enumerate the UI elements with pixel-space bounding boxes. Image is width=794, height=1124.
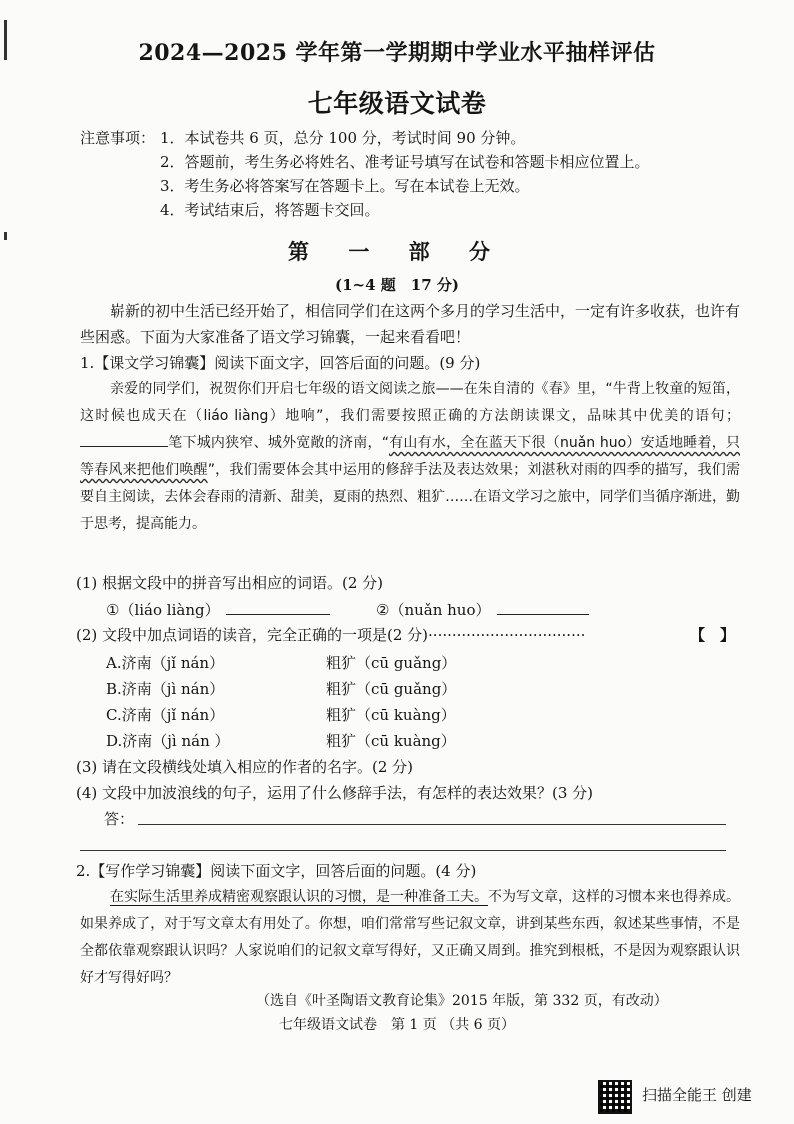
author-blank: [80, 430, 168, 447]
note-item: 3．考生务必将答案写在答题卡上。写在本试卷上无效。: [160, 177, 530, 195]
question-1-passage: 亲爱的同学们，祝贺你们开启七年级的语文阅读之旅——在朱自清的《春》里，“牛背上牧童的短笛，这时候也成天在（liáo liàng）地响”，我们需要按照正确的方法朗读课文，品味其中优美的语句；笔下城内狭窄、城外宽敞的济南，“有山有水，全在蓝天下很（nuǎn huo）安适地睡着，只等春风来把他们唤醒”，我们需要体会其中运用的修辞手法及表达效果；刘湛秋对雨的四季的描写，我们需要自主阅读，去体会春雨的清新、甜美，夏雨的热烈、粗犷……在语文学习之旅中，同学们当循序渐进，勤于思考，提高能力。: [80, 381, 740, 532]
option-c-left: C.济南（jǐ nán）: [106, 706, 225, 724]
option-d-right: 粗犷（cū kuàng）: [326, 732, 456, 750]
passage-source: （选自《叶圣陶语文教育论集》2015 年版，第 332 页，有改动）: [256, 993, 668, 1009]
option-b-right: 粗犷（cū guǎng）: [326, 680, 457, 698]
answer-label: 答：: [104, 810, 135, 828]
exam-title: 2024—2025 学年第一学期期中学业水平抽样评估: [138, 40, 656, 66]
notes-label: 注意事项：: [80, 129, 156, 147]
sub-question-4: (4) 文段中加波浪线的句子，运用了什么修辞手法，有怎样的表达效果？(3 分): [76, 784, 594, 802]
scanner-watermark: 扫描全能王 创建: [642, 1086, 752, 1104]
sub-question-1: (1) 根据文段中的拼音写出相应的词语。(2 分): [76, 574, 384, 592]
option-a-right: 粗犷（cū guǎng）: [326, 654, 457, 672]
part-title: 第 一 部 分: [288, 239, 506, 264]
note-item: 4．考试结束后，将答题卡交回。: [160, 201, 380, 219]
option-b-left: B.济南（jì nán）: [106, 680, 225, 698]
exam-notes: [80, 126, 650, 222]
note-item: 2．答题前，考生务必将姓名、准考证号填写在试卷和答题卡相应位置上。: [160, 153, 650, 171]
question-2-passage: 在实际生活里养成精密观察跟认识的习惯，是一种准备工夫。不为写文章，这样的习惯本来也得养成。如果养成了，对于写文章太有用处了。你想，咱们常常写些记叙文章，讲到某些东西，叙述某些事情，不是全都依靠观察跟认识吗？人家说咱们的记叙文章写得好，又正确又周到。推究到根柢，不是因为观察跟认识好才写得好吗？: [80, 889, 740, 986]
answer-line: [80, 850, 726, 851]
answer-blank: [226, 598, 330, 615]
answer-bracket: 【 】: [690, 626, 736, 644]
option-d-left: D.济南（jì nán ）: [106, 732, 230, 750]
answer-line: [138, 824, 726, 825]
qr-code-icon: [598, 1080, 632, 1114]
exam-subtitle: 七年级语文试卷: [307, 89, 487, 118]
wavy-sentence: 有山有水，全在蓝天下很（nuǎn huo）安适地睡着，只等春风来把他们唤醒: [80, 435, 740, 478]
option-c-right: 粗犷（cū kuàng）: [326, 706, 456, 724]
sub-question-2: (2) 文段中加点词语的读音，完全正确的一项是(2 分)·································: [76, 626, 586, 644]
pinyin-a: ①（liáo liàng）: [106, 598, 330, 620]
option-a-left: A.济南（jǐ nán）: [106, 654, 225, 672]
answer-blank: [497, 598, 589, 615]
pinyin-b: ②（nuǎn huo）: [376, 598, 589, 620]
part-range: (1~4 题 17 分): [335, 276, 459, 294]
page-footer: 七年级语文试卷 第 1 页 （共 6 页）: [278, 1017, 516, 1033]
underlined-sentence: 在实际生活里养成精密观察跟认识的习惯，是一种准备工夫。: [110, 889, 488, 905]
sub-question-3: (3) 请在文段横线处填入相应的作者的名字。(2 分): [76, 758, 414, 776]
note-item: 1．本试卷共 6 页，总分 100 分，考试时间 90 分钟。: [160, 129, 526, 147]
part-intro: 崭新的初中生活已经开始了，相信同学们在这两个多月的学习生活中，一定有许多收获，也许有些困惑。下面为大家准备了语文学习锦囊，一起来看看吧！: [80, 302, 741, 346]
question-1-heading: 1.【课文学习锦囊】阅读下面文字，回答后面的问题。(9 分): [80, 354, 481, 372]
question-2-heading: 2.【写作学习锦囊】阅读下面文字，回答后面的问题。(4 分): [76, 862, 477, 880]
